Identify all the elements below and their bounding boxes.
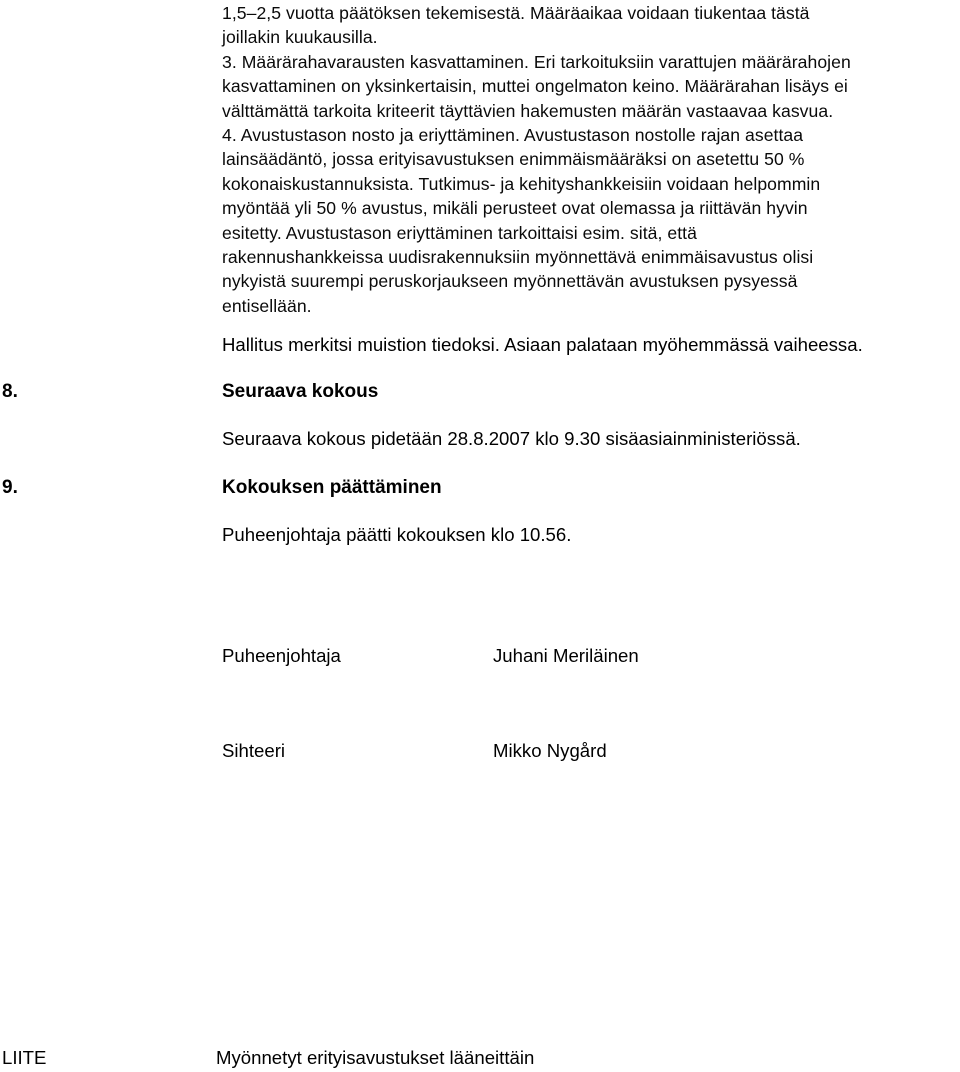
chair-name: Juhani Meriläinen [493,645,639,666]
memo-line: entisellään. [222,295,312,316]
attachment-label: LIITE [2,1047,47,1068]
memo-line: kokonaiskustannuksista. Tutkimus- ja kehityshankkeisiin voidaan helpommin [222,173,821,194]
memo-line: lainsäädäntö, jossa erityisavustuksen enimmäismääräksi on asetettu 50 % [222,149,805,170]
section-9-number: 9. [2,477,18,498]
section-8-text: Seuraava kokous pidetään 28.8.2007 klo 9.30 sisäasiainministeriössä. [222,428,801,449]
section-9-text: Puheenjohtaja päätti kokouksen klo 10.56. [222,524,572,545]
decision-text: Hallitus merkitsi muistion tiedoksi. Asiaan palataan myöhemmässä vaiheessa. [222,334,863,355]
chair-role: Puheenjohtaja [222,645,341,666]
memo-line: välttämättä tarkoita kriteerit täyttävien hakemusten määrän vastaavaa kasvua. [222,100,834,121]
memo-line: joillakin kuukausilla. [222,27,378,48]
memo-line: 3. Määrärahavarausten kasvattaminen. Eri tarkoituksiin varattujen määrärahojen [222,51,851,72]
secretary-role: Sihteeri [222,740,286,761]
attachment-title: Myönnetyt erityisavustukset lääneittäin [216,1047,535,1068]
memo-line: 4. Avustustason nosto ja eriyttäminen. Avustustason nostolle rajan asettaa [222,125,804,146]
section-8-heading: Seuraava kokous [222,381,379,402]
memo-line: rakennushankkeissa uudisrakennuksiin myönnettävä enimmäisavustus olisi [222,247,814,268]
section-8-number: 8. [2,381,18,402]
section-9-heading: Kokouksen päättäminen [222,477,442,498]
memo-line: myöntää yli 50 % avustus, mikäli perusteet ovat olemassa ja riittävän hyvin [222,198,808,219]
memo-line: nykyistä suurempi peruskorjaukseen myönnettävän avustuksen pysyessä [222,271,798,292]
memo-continuation [222,1,952,318]
memo-line: esitetty. Avustustason eriyttäminen tarkoittaisi esim. sitä, että [222,222,697,243]
memo-line: 1,5–2,5 vuotta päätöksen tekemisestä. Määräaikaa voidaan tiukentaa tästä [222,3,810,23]
memo-line: kasvattaminen on yksinkertaisin, muttei ongelmaton keino. Määrärahan lisäys ei [222,76,848,97]
secretary-name: Mikko Nygård [493,740,607,761]
